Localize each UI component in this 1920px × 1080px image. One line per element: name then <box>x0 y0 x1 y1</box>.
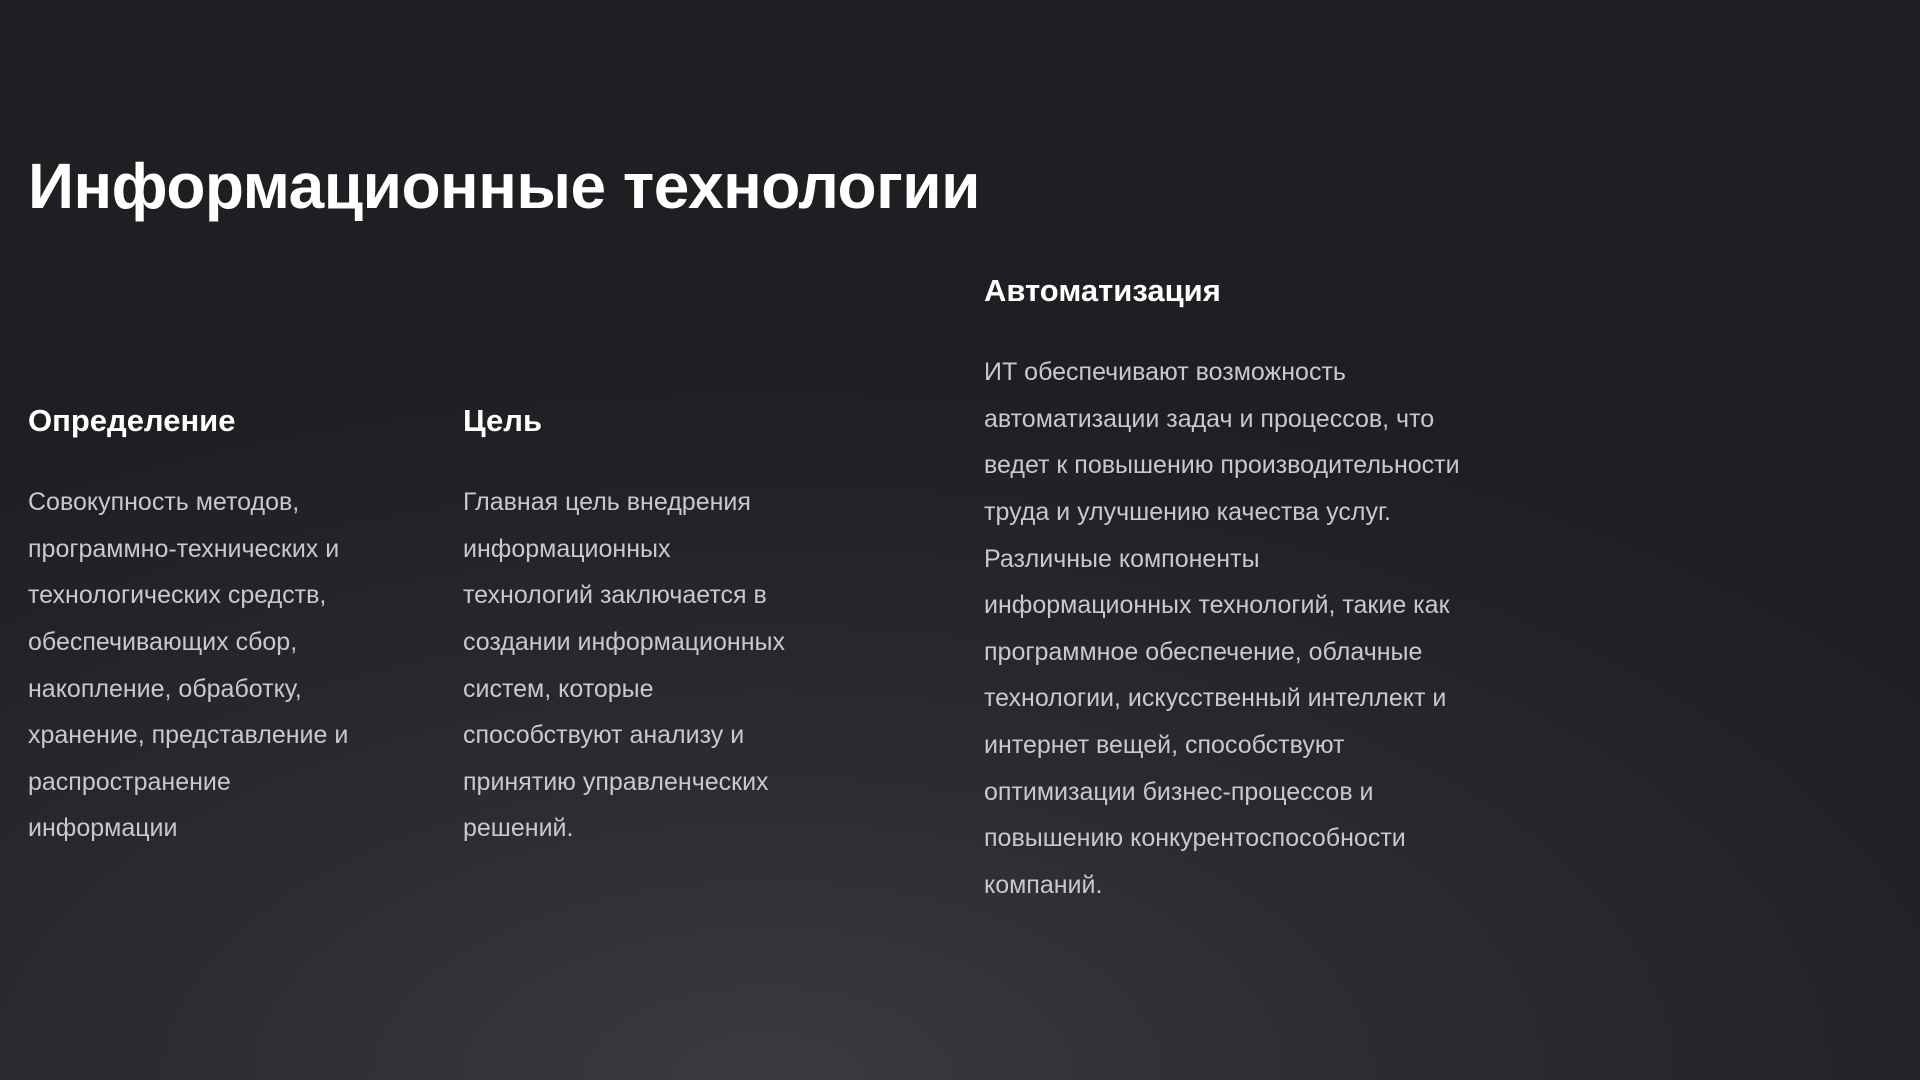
definition-column <box>28 402 373 852</box>
definition-text: Совокупность методов, программно-технических и технологических средств, обеспечивающих сбор, накопление, обработку, хранение, представление и распространение информации <box>28 488 349 843</box>
automation-heading: Автоматизация <box>984 273 1221 308</box>
automation-text: ИТ обеспечивают возможность автоматизации задач и процессов, что ведет к повышению производительности труда и улучшению качества услуг. Различные компоненты информационных технологий, такие как программное обеспечение, облачные технологии, искусственный интеллект и интернет вещей, способствуют оптимизации бизнес-процессов и повышению конкурентоспособности компаний. <box>984 358 1460 899</box>
definition-heading: Определение <box>28 403 236 438</box>
goal-column <box>463 402 803 852</box>
slide-title: Информационные технологии <box>28 149 980 222</box>
goal-text: Главная цель внедрения информационных технологий заключается в создании информационных систем, которые способствуют анализу и принятию управленческих решений. <box>463 488 785 843</box>
automation-column <box>984 272 1464 908</box>
goal-heading: Цель <box>463 403 543 438</box>
